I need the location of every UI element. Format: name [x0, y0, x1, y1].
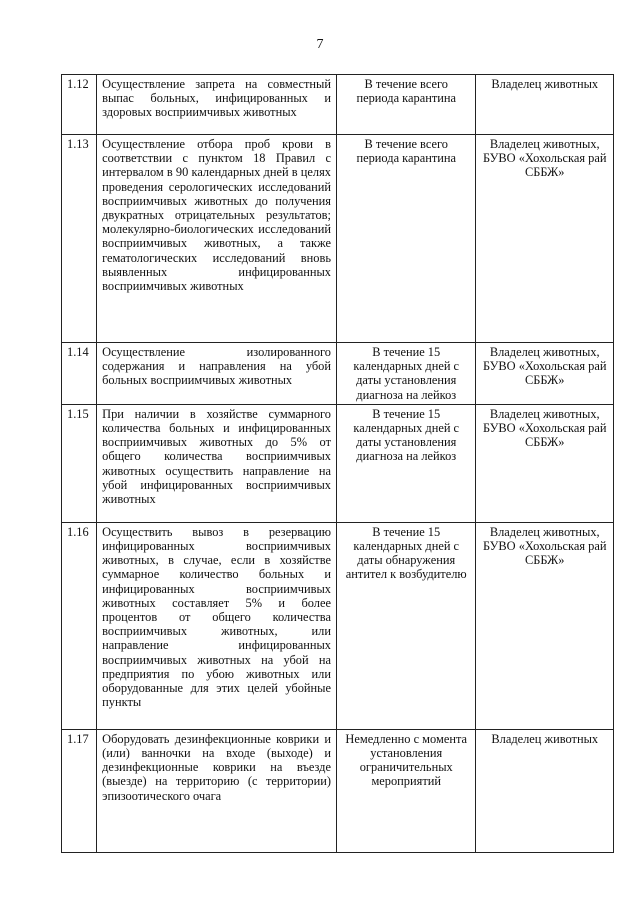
measure-description: Осуществить вывоз в резервацию инфицированных восприимчивых животных, в случае, если в хозяйстве суммарное количество больных и инфицированных восприимчивых животных составляет 5% и более процентов от общего количества восприимчивых животных, или направление инфицированных восприимчивых животных на убой на предприятия по убою животных или оборудованные для этих целей убойные пункты: [97, 522, 337, 729]
table-row: [62, 343, 614, 405]
item-number: 1.12: [62, 75, 97, 135]
measure-term: В течение всего периода карантина: [336, 135, 476, 343]
measure-term: В течение 15 календарных дней с даты обнаружения антител к возбудителю: [336, 522, 476, 729]
table-row: [62, 404, 614, 522]
measure-responsible: Владелец животных, БУВО «Хохольская рай СББЖ»: [476, 522, 614, 729]
measures-table: [61, 74, 614, 853]
measure-term: В течение всего периода карантина: [336, 75, 476, 135]
measure-responsible: Владелец животных: [476, 729, 614, 852]
measure-description: Осуществление запрета на совместный выпас больных, инфицированных и здоровых восприимчивых животных: [97, 75, 337, 135]
measure-description: Осуществление отбора проб крови в соответствии с пунктом 18 Правил с интервалом в 90 календарных дней в целях проведения серологических исследований восприимчивых животных до получения двукратных отрицательных результатов; молекулярно-биологических исследований восприимчивых животных, а также гематологических исследований вновь выявленных инфицированных восприимчивых животных: [97, 135, 337, 343]
measure-term: В течение 15 календарных дней с даты установления диагноза на лейкоз: [336, 404, 476, 522]
item-number: 1.13: [62, 135, 97, 343]
table-row: [62, 75, 614, 135]
measure-description: Осуществление изолированного содержания и направления на убой больных восприимчивых животных: [97, 343, 337, 405]
item-number: 1.14: [62, 343, 97, 405]
measure-responsible: Владелец животных, БУВО «Хохольская рай СББЖ»: [476, 404, 614, 522]
measure-description: При наличии в хозяйстве суммарного количества больных и инфицированных восприимчивых животных до 5% от общего количества восприимчивых животных осуществить направление на убой инфицированных восприимчивых животных: [97, 404, 337, 522]
measure-responsible: Владелец животных, БУВО «Хохольская рай СББЖ»: [476, 343, 614, 405]
item-number: 1.17: [62, 729, 97, 852]
measure-responsible: Владелец животных: [476, 75, 614, 135]
measure-term: В течение 15 календарных дней с даты установления диагноза на лейкоз: [336, 343, 476, 405]
table-row: [62, 729, 614, 852]
page-number: 7: [316, 37, 324, 52]
item-number: 1.15: [62, 404, 97, 522]
table-row: [62, 522, 614, 729]
table-row: [62, 135, 614, 343]
measure-description: Оборудовать дезинфекционные коврики и (или) ванночки на входе (выходе) и дезинфекционные коврики на въезде (выезде) на территорию (с территории) эпизоотического очага: [97, 729, 337, 852]
measure-responsible: Владелец животных, БУВО «Хохольская рай СББЖ»: [476, 135, 614, 343]
measure-term: Немедленно с момента установления ограничительных мероприятий: [336, 729, 476, 852]
item-number: 1.16: [62, 522, 97, 729]
